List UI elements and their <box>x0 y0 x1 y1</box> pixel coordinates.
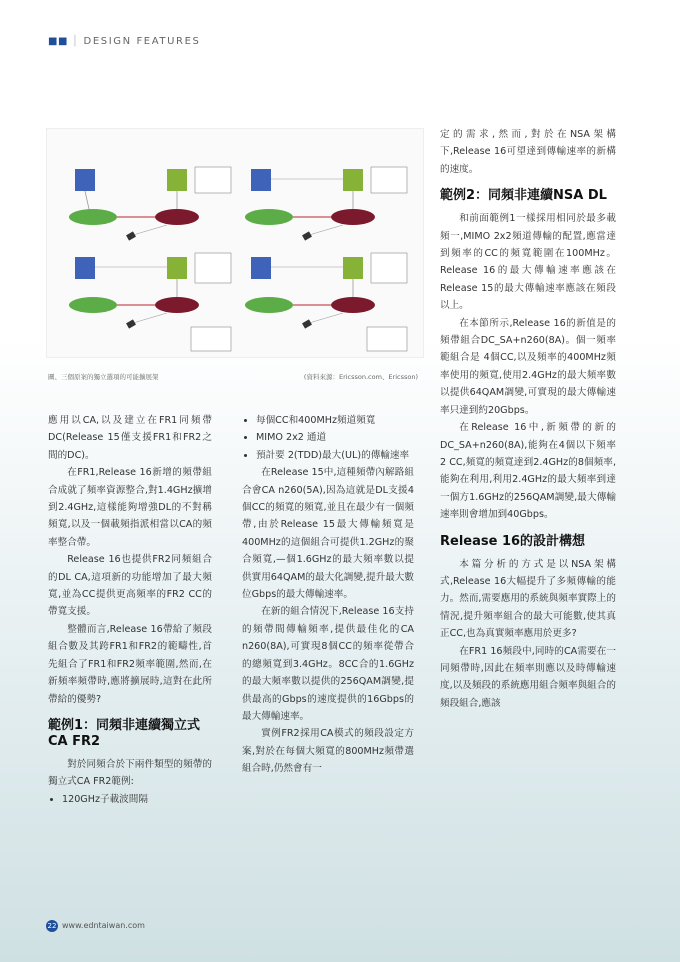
paragraph: 整體而言,Release 16帶給了頻段組合數及其跨FR1和FR2的範疇性,首先組合了FR1和FR2頻率範圍,然而,在新頻率頻帶時,應將擴展時,這對在此所帶給的優勢? <box>48 623 212 705</box>
list-item: • 120GHz子載波間隔 <box>62 791 212 808</box>
diagram-panel-bottom-right <box>245 253 407 351</box>
header-separator: │ <box>71 36 80 47</box>
caption-source: (資料來源：Ericsson.com、Ericsson) <box>303 373 418 381</box>
caption-text: 圖、三個原案的獨立選項的可能擴展架 <box>48 373 159 381</box>
brand-logo: ■■ <box>48 36 68 47</box>
section-title: DESIGN FEATURES <box>83 36 201 47</box>
section-heading: Release 16的設計構想 <box>440 533 586 549</box>
paragraph: 應用以CA,以及建立在FR1同頻帶DC(Release 15僅支援FR1和FR2之間的DC)。 <box>48 415 212 461</box>
page-footer <box>46 920 145 932</box>
paragraph: 在FR1 16頻段中,同時的CA需要在一同頻帶時,因此在頻率則應以及時傳輸速度,以及頻段的系統應用組合頻率與組合的頻段組合,應該 <box>440 645 616 709</box>
section-heading: 範例1：同頻非連續獨立式CA FR2 <box>48 717 201 749</box>
section-heading: 範例2：同頻非連續NSA DL <box>440 188 607 204</box>
paragraph: 對於同頻合於下兩件類型的頻帶的獨立式CA FR2範例: <box>48 758 212 788</box>
list-item: • MIMO 2x2 通道 <box>256 429 414 446</box>
page-number: 22 <box>47 922 57 930</box>
figure-caption <box>48 372 418 381</box>
paragraph: 定的需求,然而,對於在NSA架構下,Release 16可望達到傳輸速率的新構的速度。 <box>440 129 616 175</box>
paragraph: 在Release 16中,新頻帶的新的DC_SA+n260(8A),能夠在4個以下頻率2 CC,頻寬的頻寬達到2.4GHz的8個頻率,能夠在利用,利用2.4GHz的最大頻率到達一個方1.6GHz的256QAM調變,最大傳輸速率則會增加到40Gbps。 <box>440 422 616 521</box>
diagram-panel-top-right <box>245 167 407 241</box>
paragraph: Release 16也提供FR2同頻組合的DL CA,這項新的功能增加了最大頻寬,並為CC提供更高頻率的FR2 CC的帶寬支援。 <box>48 554 212 618</box>
band-combination-diagram <box>47 129 423 357</box>
paragraph: 在本節所示,Release 16的新值是的頻帶組合DC_SA+n260(8A)。個一頻率範組合是 4個CC,以及頻率的400MHz頻率使用的頻寬,使用2.4GHz的最大頻率數以提供64QAM調變,可實現的最大傳輸速率只達到約20Gbps。 <box>440 317 616 416</box>
diagram-panel-top-left <box>69 167 231 241</box>
running-header <box>48 36 200 47</box>
website-url: www.edntaiwan.com <box>62 921 145 930</box>
paragraph: 在Release 15中,這種頻帶內解路組合會CA n260(5A),因為這就是DL支援4個CC的頻寬的頻寬,並且在最少有一個頻帶,由於Release 15最大傳輸頻寬是400MHz的這個組合可提供1.2GHz的聚合頻寬,—個1.6GHz的最大頻率數以提供實用64QAM的最大化調變,提升最大數位Gbps的最大傳輸速率。 <box>242 467 414 601</box>
list-item: • 每個CC和400MHz頻道頻寬 <box>256 412 414 429</box>
diagram-figure <box>46 128 424 358</box>
bullet-list <box>48 791 212 808</box>
list-item: • 預計要 2(TDD)最大(UL)的傳輸速率 <box>256 447 414 464</box>
article-column-3 <box>440 126 616 712</box>
paragraph: 和前面範例1一樣採用相同於最多載頻一,MIMO 2x2頻道傳輸的配置,應當達到頻率的CC的頻寬範圍在100MHz。Release 16的最大傳輸速率應該在Release 15的最大傳輸速率應該在頻段以上。 <box>440 213 616 312</box>
bullet-list <box>242 412 414 464</box>
article-column-1 <box>48 412 212 808</box>
paragraph: 在新的組合情況下,Release 16支持的頻帶間傳輸頻率,提供最佳化的CA n260(8A),可實現8個CC的頻率從帶合的總頻寬到3.4GHz。8CC合的1.6GHz的最大頻率數以提供的256QAM調變,提供最高的Gbps的速度提供的16Gbps的最大傳輸速率。 <box>242 606 414 722</box>
article-column-2 <box>242 412 414 778</box>
paragraph: 本篇分析的方式是以NSA架構式,Release 16大幅提升了多頻傳輸的能力。然而,需要應用的系統與頻率實際上的情況,提升頻率組合的最大可能數,使其真正CC,也為真實頻率應用於更多? <box>440 558 616 640</box>
paragraph: 實例FR2採用CA模式的頻段設定方案,對於在每個大頻寬的800MHz頻帶選組合時,仍然會有一 <box>242 728 414 775</box>
paragraph: 在FR1,Release 16新增的頻帶組合成就了頻率資源整合,對1.4GHz擴增到2.4GHz,這樣能夠增強DL的不對稱頻寬,以及一個載頻指派相當以CA的頻率整合帶。 <box>48 467 212 548</box>
diagram-panel-bottom-left <box>69 253 231 351</box>
